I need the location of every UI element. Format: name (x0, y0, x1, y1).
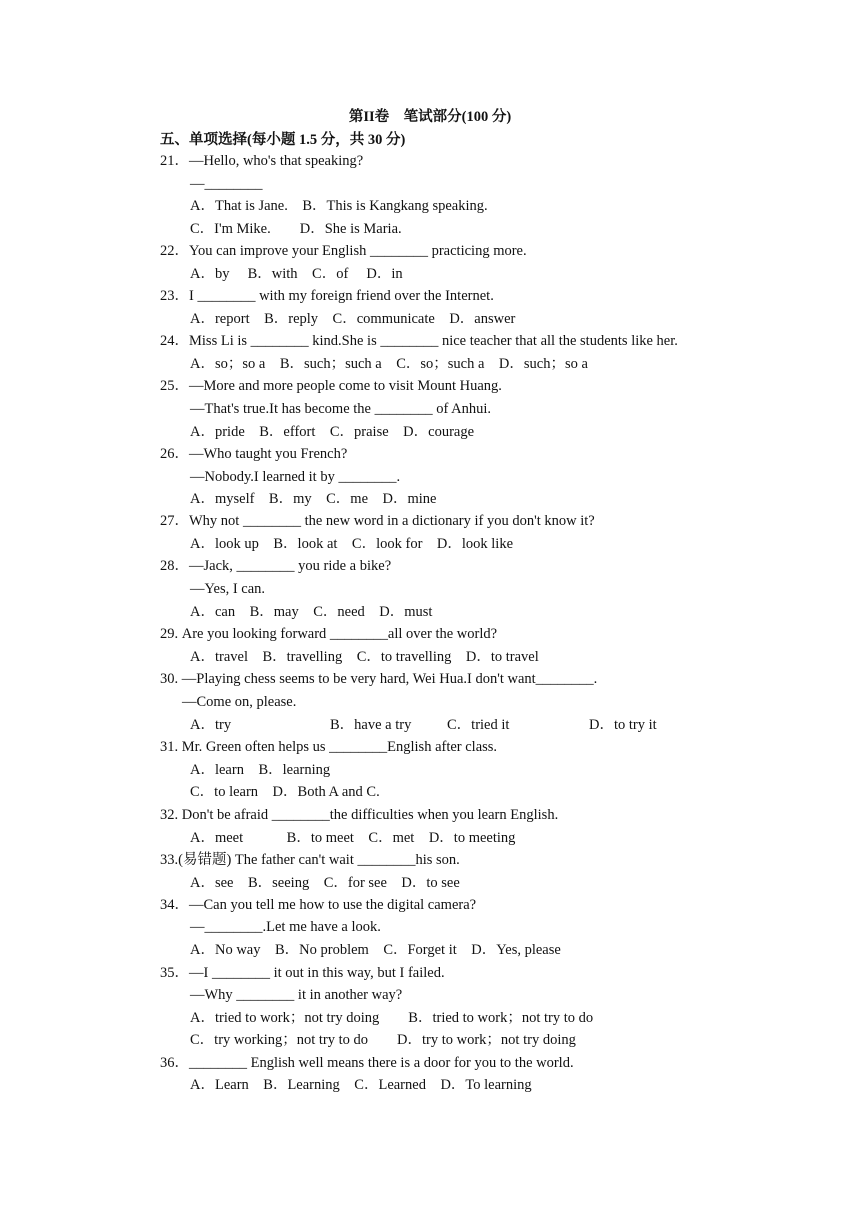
question-34-stem (160, 895, 476, 915)
question-30-option-c: C．tried it (447, 717, 510, 733)
question-22-options: A．by B．with C．of D．in (190, 266, 403, 282)
question-35-stem (160, 963, 445, 983)
question-32-options: A．meet B．to meet C．met D．to meeting (190, 830, 516, 846)
question-33-options: A．see B．seeing C．for see D．to see (190, 875, 460, 891)
question-35-options-1: A．tried to work；not try doing B．tried to work；not try to do (190, 1010, 594, 1026)
question-23-stem (160, 286, 494, 306)
question-number: 29. (160, 626, 182, 642)
question-26-line-2: —Nobody.I learned it by ________. (190, 469, 401, 485)
question-text: Why not ________ the new word in a dictionary if you don't know it? (189, 513, 595, 529)
question-30-option-a: A．try (190, 717, 232, 733)
question-31-stem (160, 737, 497, 757)
question-number: 30. (160, 671, 182, 687)
question-27-options: A．look up B．look at C．look for D．look like (190, 536, 514, 552)
question-25-options: A．pride B．effort C．praise D．courage (190, 424, 475, 440)
question-text: —I ________ it out in this way, but I failed. (189, 965, 445, 981)
paper-title: 第II卷 笔试部分(100 分) (348, 109, 512, 125)
question-text: —Can you tell me how to use the digital camera? (189, 897, 477, 913)
section-heading: 五、单项选择(每小题 1.5 分，共 30 分) (160, 132, 406, 148)
question-text: Mr. Green often helps us ________English after class. (181, 739, 498, 755)
question-text: —Jack, ________ you ride a bike? (189, 558, 392, 574)
question-29-stem (160, 624, 497, 644)
question-21-stem (160, 151, 363, 171)
question-26-stem (160, 444, 347, 464)
question-text: —More and more people come to visit Mount Huang. (189, 378, 502, 394)
question-number: 22． (160, 243, 189, 259)
question-text: I ________ with my foreign friend over the Internet. (189, 288, 494, 304)
question-number: 33. (160, 852, 179, 868)
question-text: Miss Li is ________ kind.She is ________ nice teacher that all the students like her. (189, 333, 678, 349)
question-number: 21． (160, 153, 189, 169)
question-number: 24． (160, 333, 189, 349)
question-35-line-2: —Why ________ it in another way? (190, 987, 403, 1003)
question-30-stem (160, 669, 597, 689)
question-number: 35． (160, 965, 189, 981)
question-text: Are you looking forward ________all over the world? (181, 626, 498, 642)
question-29-options: A．travel B．travelling C．to travelling D．to travel (190, 649, 539, 665)
question-24-stem (160, 331, 678, 351)
question-27-stem (160, 511, 595, 531)
question-26-options: A．myself B．my C．me D．mine (190, 491, 437, 507)
question-number: 34． (160, 897, 189, 913)
question-number: 27． (160, 513, 189, 529)
question-28-stem (160, 556, 391, 576)
question-number: 31. (160, 739, 182, 755)
question-number: 32. (160, 807, 182, 823)
question-36-options: A．Learn B．Learning C．Learned D．To learning (190, 1077, 532, 1093)
question-text: You can improve your English ________ practicing more. (189, 243, 527, 259)
question-28-options: A．can B．may C．need D．must (190, 604, 433, 620)
question-number: 28． (160, 558, 189, 574)
question-text: —Hello, who's that speaking? (189, 153, 364, 169)
question-number: 26． (160, 446, 189, 462)
question-text: —Playing chess seems to be very hard, Wei Hua.I don't want________. (181, 671, 598, 687)
question-36-stem (160, 1053, 574, 1073)
question-32-stem (160, 805, 558, 825)
question-31-options-2: C．to learn D．Both A and C. (190, 784, 380, 800)
question-33-stem (160, 850, 460, 870)
question-21-line-2: —________ (190, 176, 263, 192)
question-text: —Who taught you French? (189, 446, 348, 462)
question-number: 36． (160, 1055, 189, 1071)
question-30-line-2: —Come on, please. (182, 694, 297, 710)
question-30-option-d: D．to try it (589, 717, 657, 733)
question-22-stem (160, 241, 527, 261)
question-21-options-1: A．That is Jane. B．This is Kangkang speaking. (190, 198, 488, 214)
question-number: 25． (160, 378, 189, 394)
question-number: 23． (160, 288, 189, 304)
question-34-line-2: —________.Let me have a look. (190, 919, 381, 935)
question-text: ________ English well means there is a door for you to the world. (189, 1055, 574, 1071)
question-23-options: A．report B．reply C．communicate D．answer (190, 311, 516, 327)
question-31-options-1: A．learn B．learning (190, 762, 331, 778)
question-21-options-2: C．I'm Mike. D．She is Maria. (190, 221, 402, 237)
question-text: Don't be afraid ________the difficulties when you learn English. (181, 807, 559, 823)
question-25-stem (160, 376, 502, 396)
question-34-options: A．No way B．No problem C．Forget it D．Yes, please (190, 942, 561, 958)
question-25-line-2: —That's true.It has become the ________ of Anhui. (190, 401, 492, 417)
question-35-options-2: C．try working；not try to do D．try to work；not try doing (190, 1032, 576, 1048)
question-30-option-b: B．have a try (330, 717, 412, 733)
question-28-line-2: —Yes, I can. (190, 581, 266, 597)
question-24-options: A．so；so a B．such；such a C．so；such a D．such；so a (190, 356, 588, 372)
question-text: (易错题) The father can't wait ________his son. (178, 852, 460, 868)
